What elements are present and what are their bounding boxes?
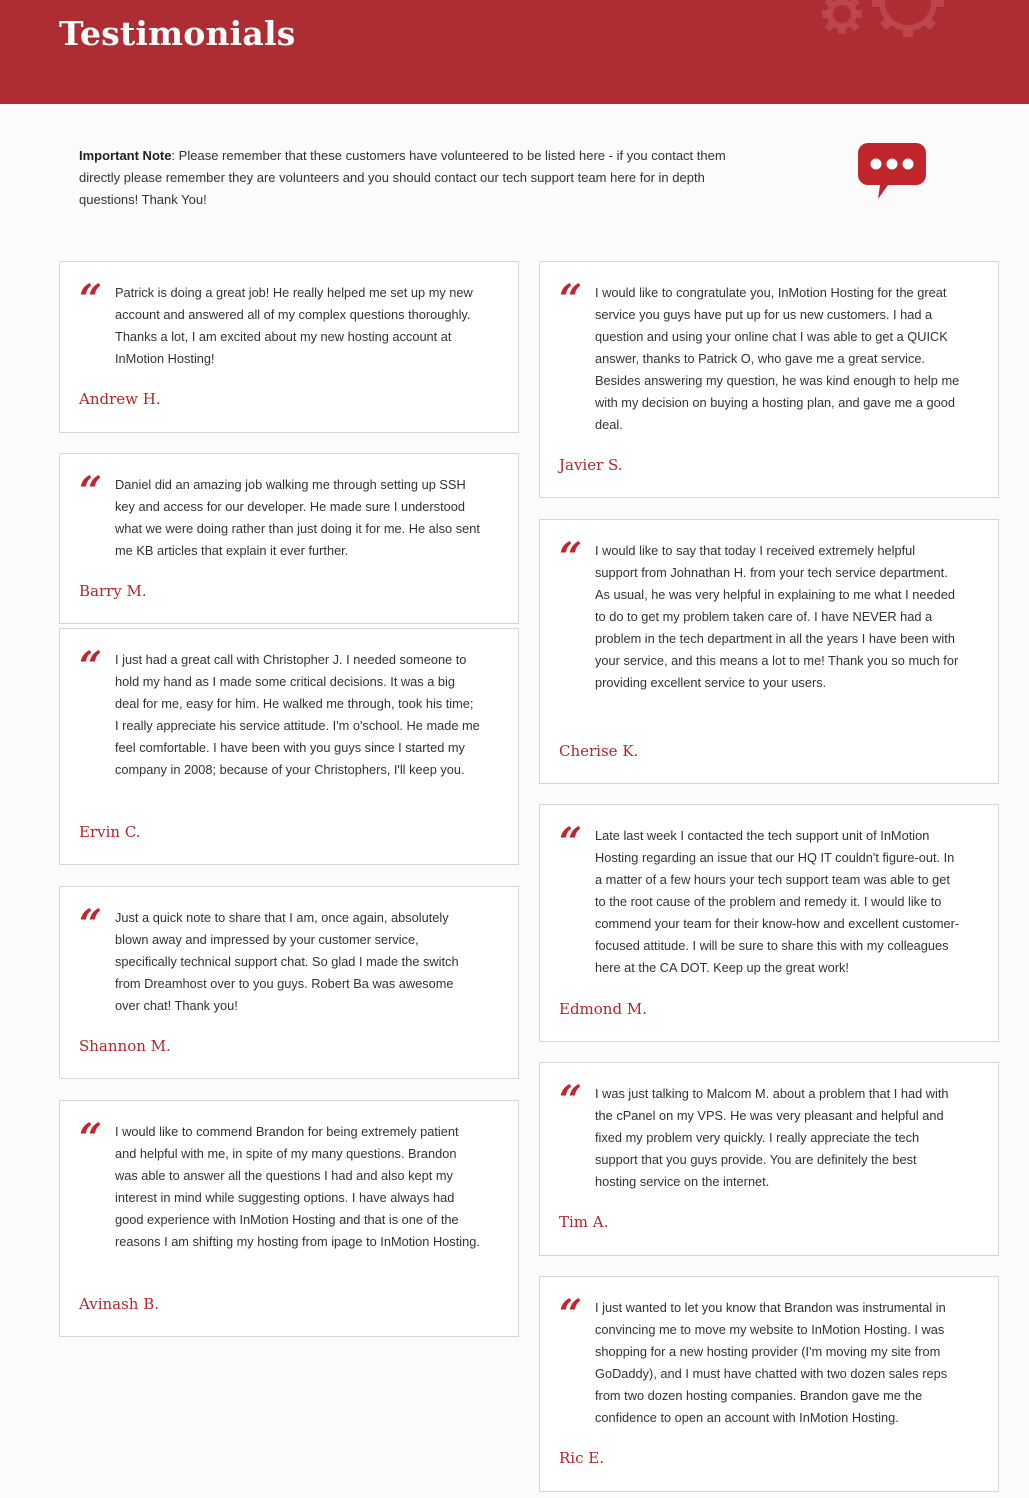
important-note xyxy=(79,145,759,211)
testimonial-author: Cherise K. xyxy=(559,742,639,760)
chat-bubble-icon xyxy=(858,143,926,201)
testimonial-text: I would like to say that today I received extremely helpful support from Johnathan H. from your tech service department. As usual, he was very helpful in explaining to me what I needed to do to get my problem taken care of. I have NEVER had a problem in the tech department in all the years I have been with your service, and this means a lot to me! Thank you so much for providing excellent service to your users. xyxy=(595,543,959,690)
quote-icon: “ xyxy=(79,643,103,690)
testimonial-card xyxy=(539,1062,999,1256)
testimonial-card xyxy=(539,519,999,784)
testimonial-author: Barry M. xyxy=(79,582,147,600)
testimonial-text: Late last week I contacted the tech support unit of InMotion Hosting regarding an issue that our HQ IT couldn't figure-out. In a matter of a few hours your tech support team was able to get to the root cause of the problem and remedy it. I would like to commend your team for their know-how and excellent customer-focused attitude. I will be sure to share this with my colleagues here at the CA DOT. Keep up the great work! xyxy=(595,828,960,975)
important-note-label: Important Note xyxy=(79,148,172,163)
important-note-text: : Please remember that these customers have volunteered to be listed here - if you contact them directly please remember they are volunteers and you should contact our tech support team here for in depth questions! Thank You! xyxy=(79,148,726,207)
testimonial-text: Daniel did an amazing job walking me through setting up SSH key and access for our developer. He made sure I understood what we were doing rather than just doing it for me. He also sent me KB articles that explain it ever further. xyxy=(115,477,480,558)
page-title: Testimonials xyxy=(59,14,296,53)
testimonial-author: Avinash B. xyxy=(79,1295,160,1313)
quote-icon: “ xyxy=(559,819,583,866)
quote-icon: “ xyxy=(79,468,103,515)
testimonial-card xyxy=(59,886,519,1079)
page-header xyxy=(0,0,1029,104)
quote-icon: “ xyxy=(559,1077,583,1124)
testimonial-text: Patrick is doing a great job! He really helped me set up my new account and answered all of my complex questions thoroughly. Thanks a lot, I am excited about my new hosting account at InMotion Hosting! xyxy=(115,285,473,366)
testimonial-card xyxy=(59,261,519,433)
testimonial-author: Ric E. xyxy=(559,1449,604,1467)
testimonial-text: Just a quick note to share that I am, once again, absolutely blown away and impressed by your customer service, specifically technical support chat. So glad I made the switch from Dreamhost over to you guys. Robert Ba was awesome over chat! Thank you! xyxy=(115,910,459,1013)
testimonial-author: Ervin C. xyxy=(79,823,141,841)
testimonial-card xyxy=(59,453,519,624)
gears-icon xyxy=(800,0,960,50)
testimonial-author: Shannon M. xyxy=(79,1037,171,1055)
testimonial-card xyxy=(59,628,519,865)
quote-icon: “ xyxy=(559,276,583,323)
quote-icon: “ xyxy=(559,534,583,581)
testimonial-author: Edmond M. xyxy=(559,1000,647,1018)
testimonial-text: I just had a great call with Christopher J. I needed someone to hold my hand as I made some critical decisions. It was a big deal for me, easy for him. He walked me through, took his time; I really appreciate his service attitude. I'm o'school. He made me feel comfortable. I have been with you guys since I started my company in 2008; because of your Christophers, I'll keep you. xyxy=(115,652,480,777)
testimonial-text: I was just talking to Malcom M. about a problem that I had with the cPanel on my VPS. He was very pleasant and helpful and fixed my problem very quickly. I really appreciate the tech support that you guys provide. You are definitely the best hosting service on the internet. xyxy=(595,1086,949,1189)
quote-icon: “ xyxy=(559,1291,583,1338)
testimonial-author: Javier S. xyxy=(559,456,623,474)
testimonial-card xyxy=(539,1276,999,1492)
testimonial-author: Tim A. xyxy=(559,1213,609,1231)
quote-icon: “ xyxy=(79,901,103,948)
quote-icon: “ xyxy=(79,276,103,323)
testimonial-author: Andrew H. xyxy=(79,390,161,408)
quote-icon: “ xyxy=(79,1115,103,1162)
testimonial-card xyxy=(539,804,999,1042)
testimonial-text: I would like to congratulate you, InMotion Hosting for the great service you guys have put up for us new customers. I had a question and using your online chat I was able to get a QUICK answer, thanks to Patrick O, who gave me a great service. Besides answering my question, he was kind enough to help me with my decision on buying a hosting plan, and gave me a good deal. xyxy=(595,285,960,432)
testimonial-text: I just wanted to let you know that Brandon was instrumental in convincing me to move my website to InMotion Hosting. I was shopping for a new hosting provider (I'm moving my site from GoDaddy), and I must have chatted with two dozen sales reps from two dozen hosting companies. Brandon gave me the confidence to open an account with InMotion Hosting. xyxy=(595,1300,948,1425)
testimonial-card xyxy=(59,1100,519,1337)
testimonial-text: I would like to commend Brandon for being extremely patient and helpful with me, in spite of my many questions. Brandon was able to answer all the questions I had and also kept my interest in mind while suggesting options. I have always had good experience with InMotion Hosting and that is one of the reasons I am shifting my hosting from ipage to InMotion Hosting. xyxy=(115,1124,480,1249)
testimonial-card xyxy=(539,261,999,498)
